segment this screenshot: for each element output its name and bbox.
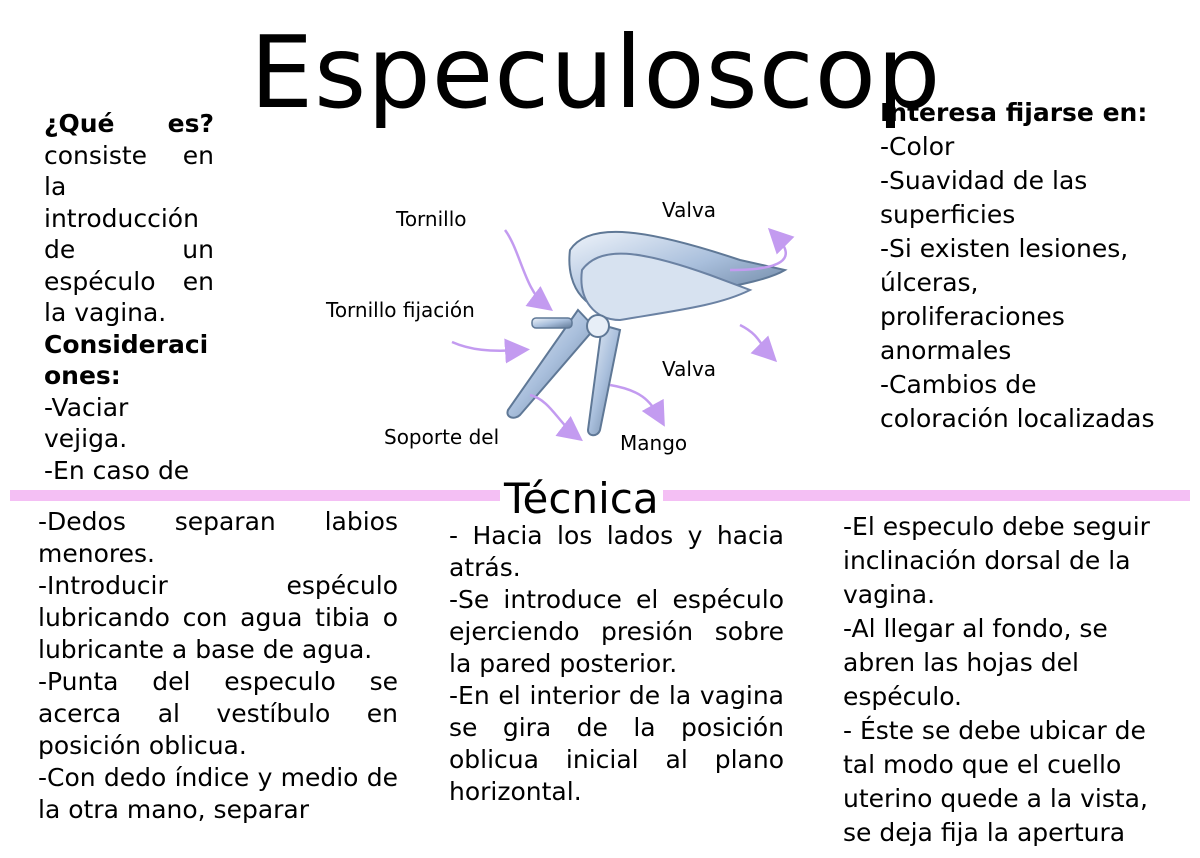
observation-item: -Suavidad de las superficies: [880, 166, 1088, 229]
label-tornillo: Tornillo: [396, 207, 467, 231]
technique-column-1: [38, 506, 398, 848]
label-valva-top: Valva: [662, 198, 717, 222]
speculum-icon: [507, 232, 785, 435]
technique-column-2: [449, 520, 784, 848]
speculum-illustration: [320, 190, 860, 460]
technique-step: -Dedos separan labios menores.: [38, 507, 398, 568]
observation-item: -Si existen lesiones, úlceras, proliferaciones anormales: [880, 234, 1129, 365]
observation-item: -Cambios de coloración localizadas: [880, 370, 1155, 433]
technique-column-3: [843, 510, 1173, 858]
technique-step: -Punta del especulo se acerca al vestíbulo en posición oblicua.: [38, 667, 398, 760]
technique-step: -Con dedo índice y medio de la otra mano, separar: [38, 763, 398, 824]
interesa-heading: Interesa fijarse en:: [880, 98, 1148, 127]
section-title-tecnica: Técnica: [500, 474, 663, 524]
technique-step: -Se introduce el espéculo ejerciendo presión sobre la pared posterior.: [449, 585, 784, 678]
observation-column: [880, 96, 1170, 504]
consideracion-item: -Vaciar vejiga.: [44, 392, 129, 453]
label-soporte: Soporte del: [384, 425, 500, 449]
technique-step: - Éste se debe ubicar de tal modo que el cuello uterino quede a la vista, se deja fija la apertura: [843, 716, 1148, 847]
label-valva-bottom: Valva: [662, 357, 717, 381]
definition-column: [44, 108, 214, 486]
consideracion-item: -En caso de: [44, 455, 190, 485]
que-es-text: consiste en la introducción de un espéculo en la vagina.: [44, 140, 214, 327]
technique-step: - Hacia los lados y hacia atrás.: [449, 521, 784, 582]
technique-step: -Introducir espéculo lubricando con agua tibia o lubricante a base de agua.: [38, 571, 398, 664]
que-es-heading: ¿Qué es?: [44, 109, 214, 138]
page-title: Especuloscop: [250, 18, 942, 128]
label-tornillo-fijacion: Tornillo fijación: [326, 298, 475, 322]
observation-item: -Color: [880, 132, 955, 161]
consideraciones-heading: Consideraciones:: [44, 329, 209, 390]
technique-step: -Al llegar al fondo, se abren las hojas del espéculo.: [843, 614, 1108, 711]
technique-step: -El especulo debe seguir inclinación dorsal de la vagina.: [843, 512, 1150, 609]
technique-step: -En el interior de la vagina se gira de la posición oblicua inicial al plano horizontal.: [449, 681, 784, 806]
label-mango: Mango: [620, 431, 688, 455]
